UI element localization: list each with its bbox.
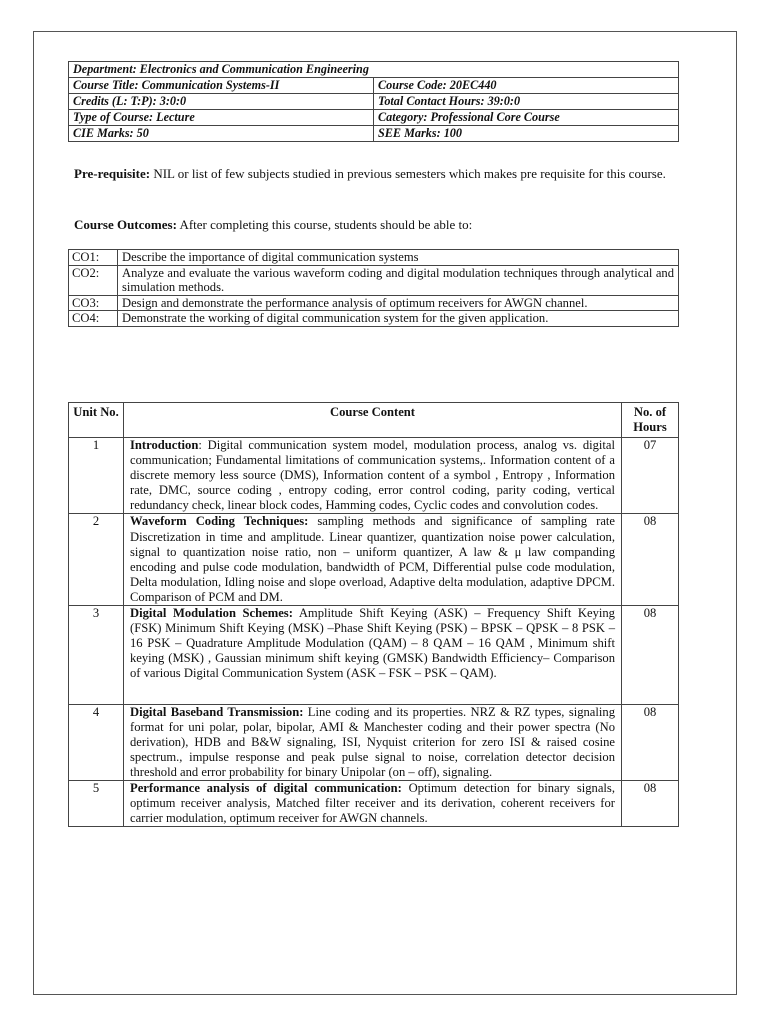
unit-separator xyxy=(402,781,409,795)
unit-header: Unit No. xyxy=(69,403,124,438)
course-outcomes-text: After completing this course, students should be able to: xyxy=(176,217,473,232)
prerequisite-text: NIL or list of few subjects studied in previous semesters which makes pre requisite for this course. xyxy=(150,166,666,181)
course-outcomes-intro xyxy=(74,217,720,233)
category-cell: Category: Professional Core Course xyxy=(374,110,679,126)
unit-hours: 08 xyxy=(622,514,679,606)
table-row xyxy=(69,250,679,266)
unit-hours: 08 xyxy=(622,704,679,780)
outcome-id: CO1: xyxy=(69,250,118,266)
table-row xyxy=(69,514,679,606)
prerequisite-paragraph xyxy=(74,166,720,182)
unit-hours: 08 xyxy=(622,780,679,826)
table-row xyxy=(69,780,679,826)
table-header-row xyxy=(69,403,679,438)
outcome-id: CO2: xyxy=(69,265,118,295)
outcome-id: CO4: xyxy=(69,311,118,327)
see-marks-cell: SEE Marks: 100 xyxy=(374,126,679,142)
outcome-text: Analyze and evaluate the various waveform coding and digital modulation techniques through analytical and simulation methods. xyxy=(118,265,679,295)
unit-content xyxy=(124,780,622,826)
outcome-text: Demonstrate the working of digital communication system for the given application. xyxy=(118,311,679,327)
unit-title: Introduction xyxy=(130,438,199,452)
unit-title: Waveform Coding Techniques: xyxy=(130,514,309,529)
unit-title: Digital Modulation Schemes: xyxy=(130,606,293,621)
content-header: Course Content xyxy=(124,403,622,438)
table-row xyxy=(69,265,679,295)
table-row xyxy=(69,295,679,311)
unit-hours: 08 xyxy=(622,606,679,704)
hours-header: No. of Hours xyxy=(622,403,679,438)
outcome-id: CO3: xyxy=(69,295,118,311)
unit-description: Digital communication system model, modulation process, analog vs. digital communication; Fundamental limitations of communication systems,. Information content of a discrete memory less source (DMS), Information content of a symbol , Entropy , Information rate, DMC, source coding , entropy coding, error control coding, parity coding, vertical redundancy check, linear block codes, Hamming codes, Cyclic codes and convolution codes. xyxy=(130,438,615,513)
unit-number: 4 xyxy=(69,704,124,780)
unit-title: Performance analysis of digital communication: xyxy=(130,780,402,795)
unit-separator: : xyxy=(198,438,208,452)
unit-number: 2 xyxy=(69,514,124,606)
unit-content xyxy=(124,704,622,780)
unit-hours: 07 xyxy=(622,438,679,514)
unit-content xyxy=(124,438,622,514)
course-code-cell: Course Code: 20EC440 xyxy=(374,78,679,94)
prerequisite-label: Pre-requisite: xyxy=(74,166,151,181)
course-outcomes-table xyxy=(68,249,679,327)
table-row xyxy=(69,438,679,514)
table-row xyxy=(69,704,679,780)
course-info-table xyxy=(68,61,679,142)
unit-description: Optimum detection for binary signals, optimum receiver analysis, Matched filter receiver and its derivation, coherent receivers for carrier modulation, optimum receiver for AWGN channels. xyxy=(130,780,615,826)
course-outcomes-label: Course Outcomes: xyxy=(74,217,177,232)
unit-description: Amplitude Shift Keying (ASK) – Frequency Shift Keying (FSK) Minimum Shift Keying (MSK) –Phase Shift Keying (PSK) – BPSK – QPSK – 8 PSK – 16 PSK – Quadrature Amplitude Modulation (QAM) – 8 QAM – 16 QAM , Minimum shift keying (MSK) , Gaussian minimum shift keying (GMSK) Bandwidth Efficiency– Comparison of various Digital Communication System (ASK – FSK – PSK – QAM). xyxy=(130,606,615,681)
unit-title: Digital Baseband Transmission: xyxy=(130,704,304,719)
credits-cell: Credits (L: T:P): 3:0:0 xyxy=(69,94,374,110)
unit-number: 1 xyxy=(69,438,124,514)
unit-content xyxy=(124,606,622,704)
table-row xyxy=(69,606,679,704)
department-cell: Department: Electronics and Communication Engineering xyxy=(69,62,679,78)
total-hours-cell: Total Contact Hours: 39:0:0 xyxy=(374,94,679,110)
unit-description: sampling methods and significance of sampling rate Discretization in time and amplitude. Linear quantizer, quantization noise power calculation, signal to quantization noise ratio, non – uniform quantizer, A law & μ law companding encoding and pulse code modulation, bandwidth of PCM, Differential pulse code modulation, Delta modulation, Idling noise and slope overload, Adaptive delta modulation, adaptive DPCM. Comparison of PCM and DM. xyxy=(130,514,616,604)
course-type-cell: Type of Course: Lecture xyxy=(69,110,374,126)
course-content-table xyxy=(68,402,679,827)
cie-marks-cell: CIE Marks: 50 xyxy=(69,126,374,142)
unit-number: 3 xyxy=(69,606,124,704)
unit-description: Line coding and its properties. NRZ & RZ types, signaling format for uni polar, polar, bipolar, AMI & Manchester coding and their power spectra (No derivation), HDB and B&W signaling, ISI, Nyquist criterion for zero ISI & raised cosine spectrum., impulse response and peak pulse signal to noise, correlation detector decision threshold and error probability for binary Unipolar (on – off), signaling. xyxy=(130,704,615,779)
table-row xyxy=(69,311,679,327)
course-title-cell: Course Title: Communication Systems-II xyxy=(69,78,374,94)
unit-content xyxy=(124,514,622,606)
outcome-text: Design and demonstrate the performance analysis of optimum receivers for AWGN channel. xyxy=(118,295,679,311)
unit-number: 5 xyxy=(69,780,124,826)
outcome-text: Describe the importance of digital communication systems xyxy=(118,250,679,266)
